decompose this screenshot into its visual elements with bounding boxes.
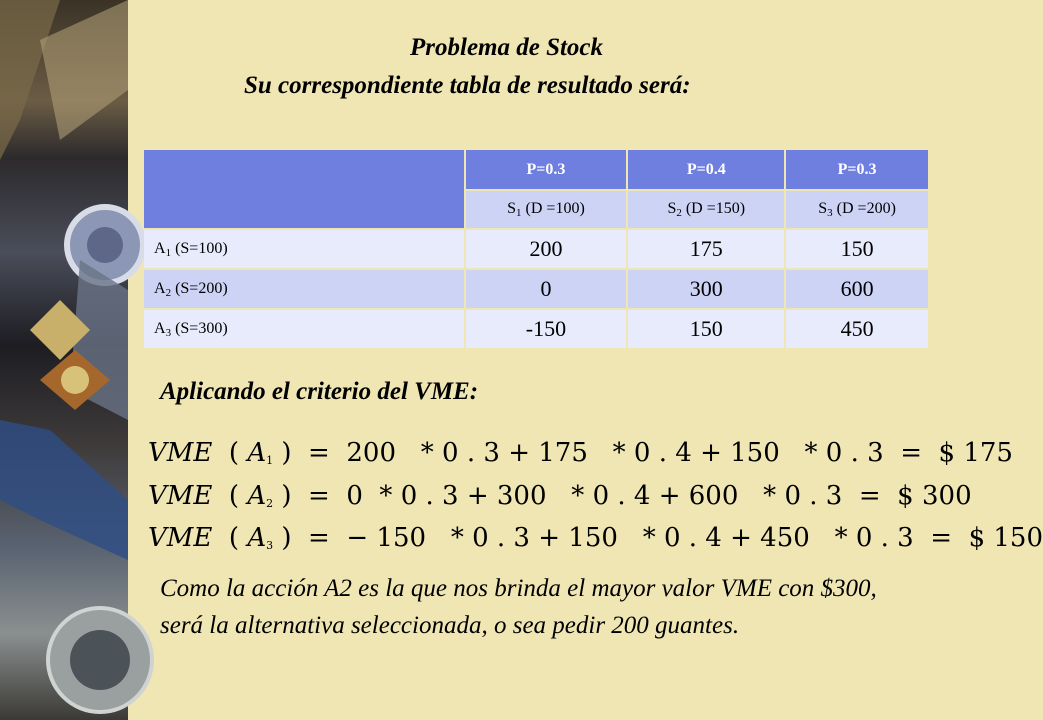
action-label: $A_1$ (S=100)	[144, 229, 465, 269]
payoff-cell: 600	[785, 269, 929, 309]
decorative-side-image	[0, 0, 128, 720]
action-label: $A_2$ (S=200)	[144, 269, 465, 309]
payoff-cell: -150	[465, 309, 628, 348]
payoff-cell: 175	[627, 229, 785, 269]
probability-cell: P=0.3	[785, 150, 929, 190]
payoff-cell: 450	[785, 309, 929, 348]
payoff-cell: 200	[465, 229, 628, 269]
medal-compass-illustration	[0, 0, 128, 720]
slide-subtitle: Su correspondiente tabla de resultado será:	[244, 72, 691, 99]
payoff-cell: 150	[785, 229, 929, 269]
state-cell: $S_3$ (D =200)	[785, 190, 929, 229]
header-corner-cell	[144, 150, 465, 229]
state-cell: $S_1$ (D =100)	[465, 190, 628, 229]
criterion-heading: Aplicando el criterio del VME:	[160, 378, 479, 405]
conclusion-text: Como la acción A2 es la que nos brinda el mayor valor VME con $300, será la alternativa seleccionada, o sea pedir 200 guantes.	[160, 575, 877, 639]
vme-equation-1: VME ( $A_1$ ) = 200 * 0 . 3 + 175 * 0 . 4 + 150 * 0 . 3 = $ 175	[148, 438, 1013, 468]
probability-cell: P=0.3	[465, 150, 628, 190]
table-row	[144, 229, 929, 269]
vme-equation-3: VME ( $A_3$ ) = − 150 * 0 . 3 + 150 * 0 . 4 + 450 * 0 . 3 = $ 150	[148, 523, 1043, 553]
vme-equation-2: VME ( $A_2$ ) = 0 * 0 . 3 + 300 * 0 . 4 + 600 * 0 . 3 = $ 300	[148, 481, 972, 511]
slide-title: Problema de Stock	[410, 34, 604, 61]
table-row	[144, 269, 929, 309]
payoff-cell: 300	[627, 269, 785, 309]
probability-header-row	[144, 150, 929, 190]
probability-cell: P=0.4	[627, 150, 785, 190]
payoff-cell: 0	[465, 269, 628, 309]
action-label: $A_3$ (S=300)	[144, 309, 465, 348]
state-cell: $S_2$ (D =150)	[627, 190, 785, 229]
payoff-cell: 150	[627, 309, 785, 348]
results-table	[144, 150, 930, 348]
table-row	[144, 309, 929, 348]
